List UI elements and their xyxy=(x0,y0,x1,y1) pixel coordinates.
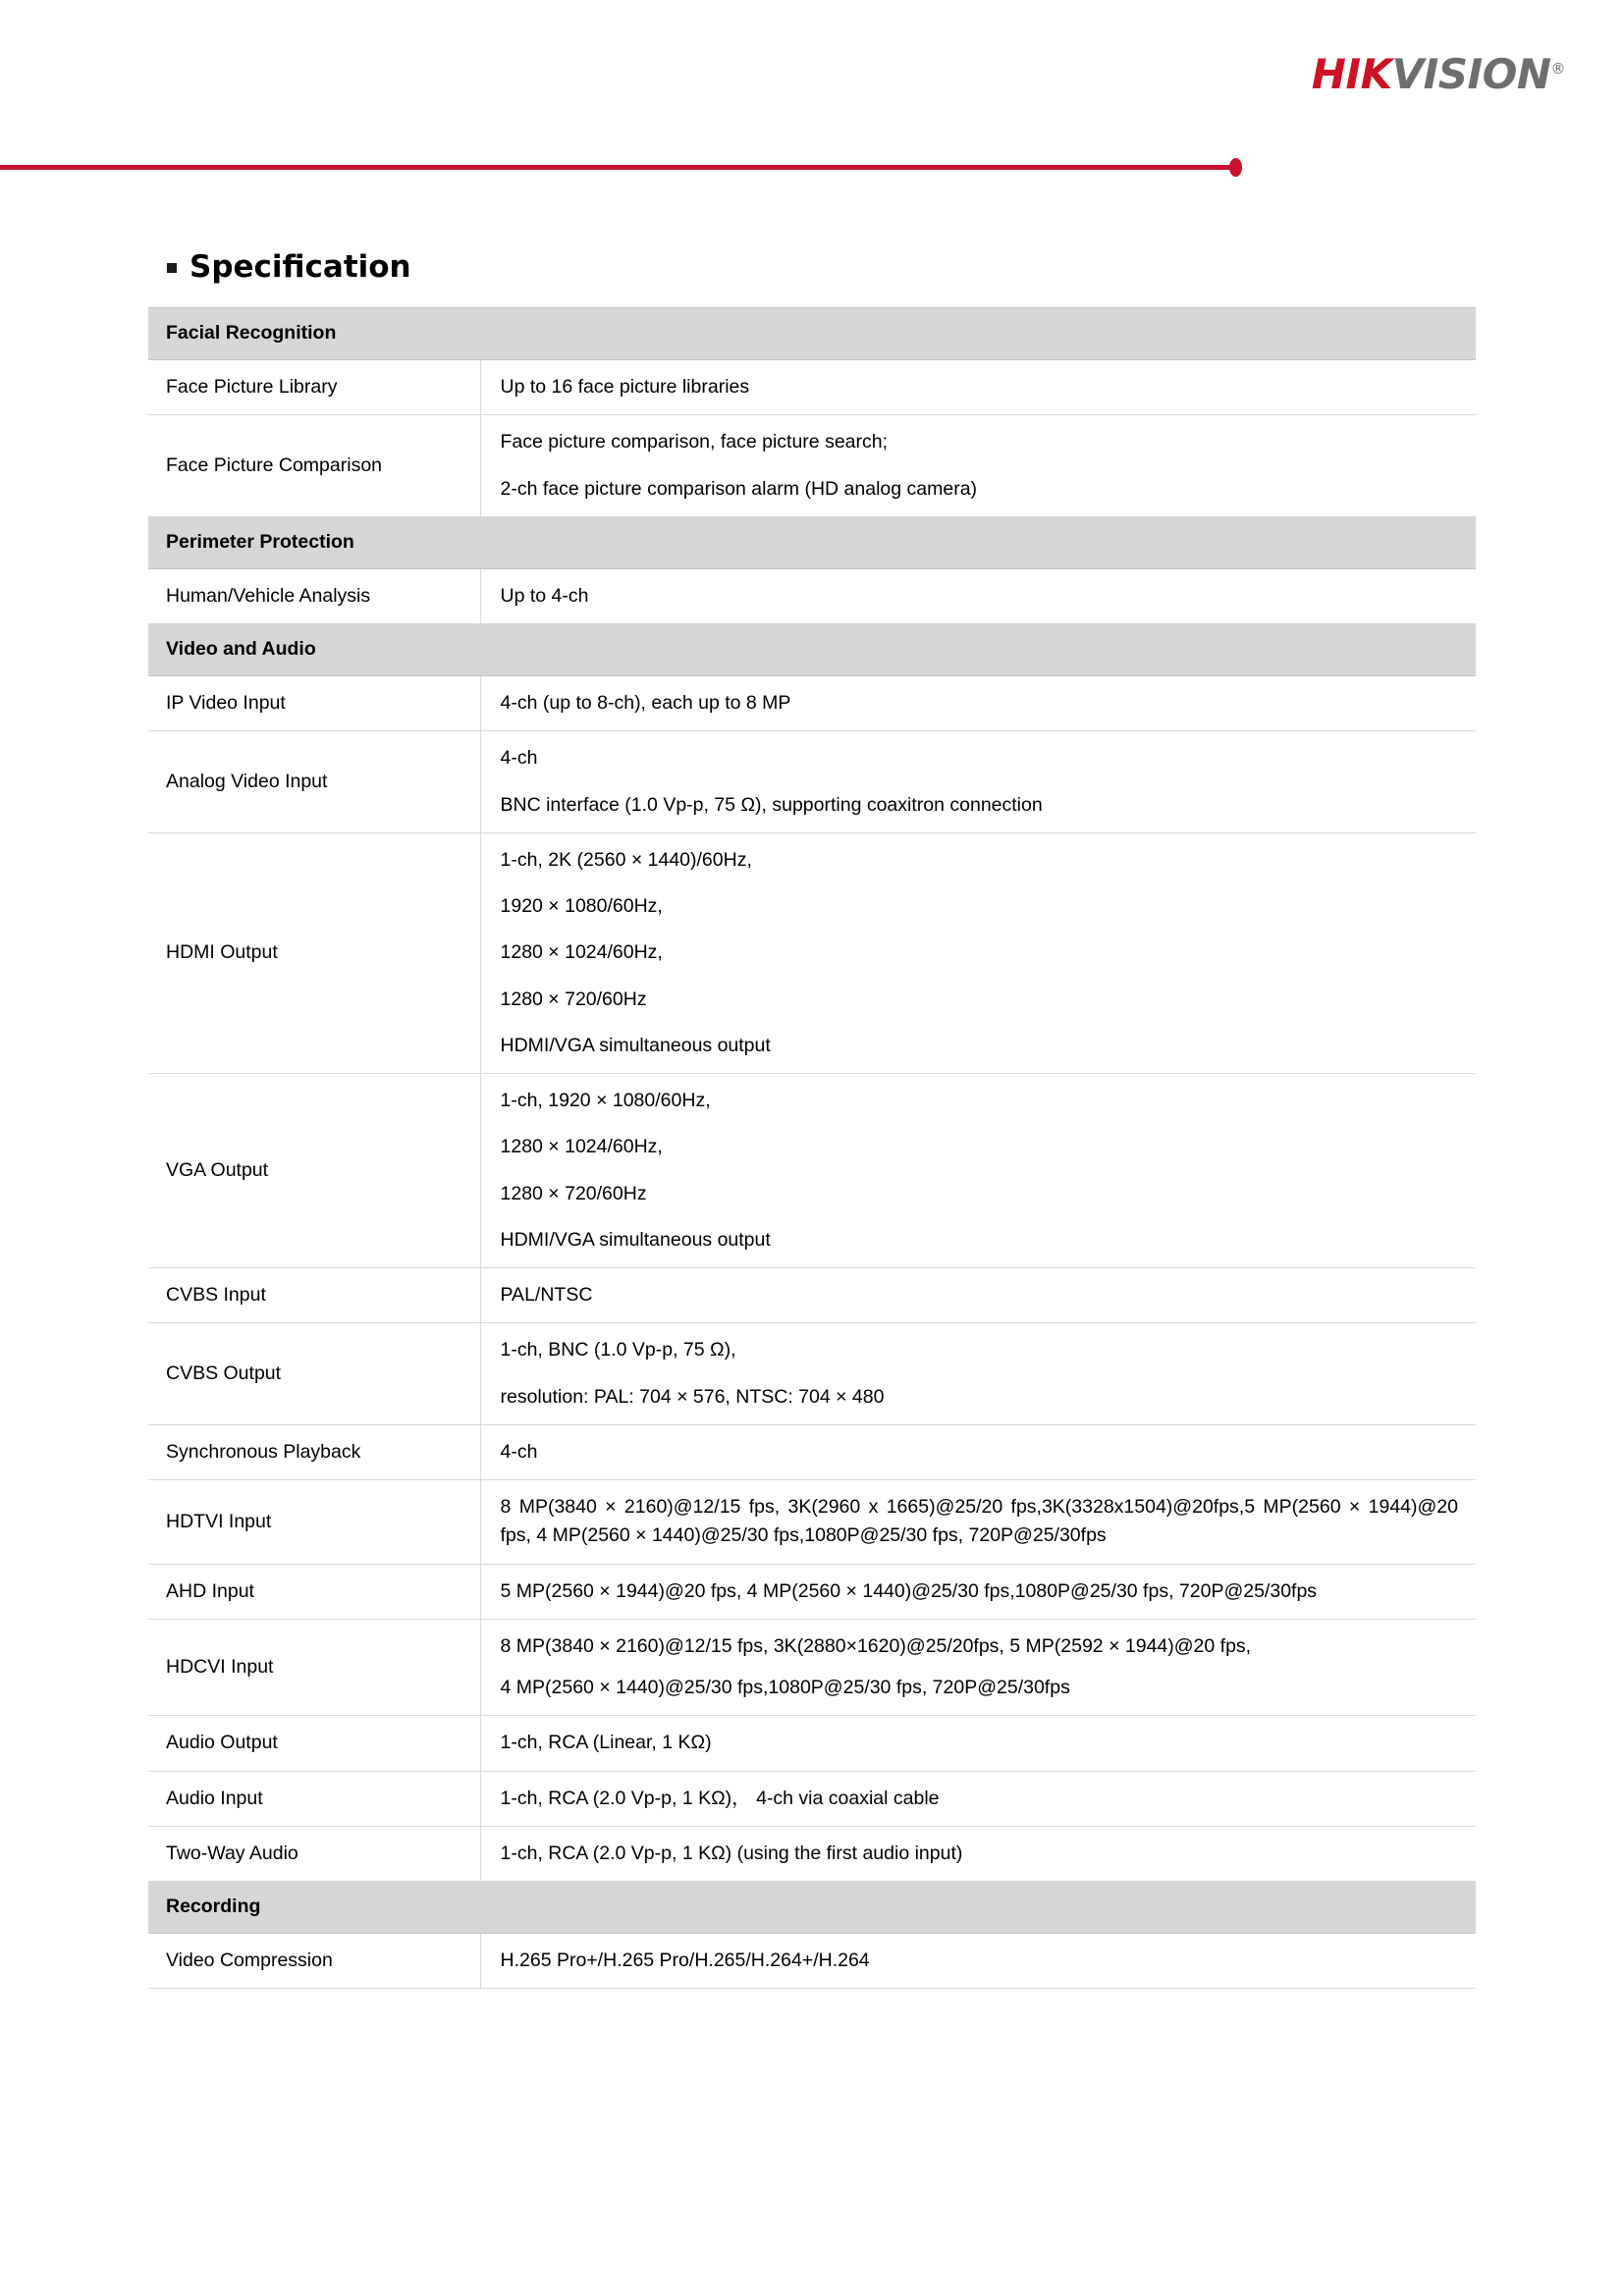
table-group-label: Video and Audio xyxy=(148,624,480,676)
table-row-value xyxy=(480,676,1476,731)
page-title-text: Specification xyxy=(189,249,411,285)
table-row-key: Audio Input xyxy=(148,1771,480,1826)
table-row-value xyxy=(480,1564,1476,1619)
table-value-line: 1-ch, BNC (1.0 Vp-p, 75 Ω), xyxy=(500,1339,736,1362)
table-value-line: PAL/NTSC xyxy=(500,1284,593,1306)
table-value-line: 8 MP(3840 × 2160)@12/15 fps, 3K(2880×1620)@25/20fps, 5 MP(2592 × 1944)@20 fps, xyxy=(500,1634,1252,1657)
table-value-line: HDMI/VGA simultaneous output xyxy=(500,1034,771,1056)
table-row xyxy=(148,1480,1476,1565)
table-row-value xyxy=(480,360,1476,415)
table-group-label: Facial Recognition xyxy=(148,308,480,360)
table-value-line: 4-ch (up to 8-ch), each up to 8 MP xyxy=(500,692,791,714)
table-row xyxy=(148,676,1476,731)
table-row xyxy=(148,1268,1476,1323)
table-value-line: Up to 4-ch xyxy=(500,584,589,607)
specification-table xyxy=(148,307,1476,1989)
table-row-key: Audio Output xyxy=(148,1716,480,1771)
table-value-line: 4 MP(2560 × 1440)@25/30 fps,1080P@25/30 fps, 720P@25/30fps xyxy=(500,1677,1070,1698)
table-row xyxy=(148,1424,1476,1479)
table-row xyxy=(148,1619,1476,1716)
table-group-row xyxy=(148,308,1476,360)
table-row-value xyxy=(480,1716,1476,1771)
table-value-line: 1-ch, 1920 × 1080/60Hz, xyxy=(500,1090,711,1111)
table-row-value xyxy=(480,1771,1476,1826)
table-row-value xyxy=(480,1619,1476,1716)
table-value-line: 1280 × 720/60Hz xyxy=(500,1182,647,1204)
table-row xyxy=(148,1323,1476,1425)
page-title xyxy=(167,249,1624,285)
table-row-key: HDTVI Input xyxy=(148,1480,480,1565)
table-group-spacer xyxy=(480,308,1476,360)
table-value-line: 5 MP(2560 × 1944)@20 fps, 4 MP(2560 × 1440)@25/30 fps,1080P@25/30 fps, 720P@25/30fps xyxy=(500,1579,1318,1602)
table-row xyxy=(148,415,1476,517)
header-accent-dot-icon xyxy=(1229,158,1242,177)
table-row xyxy=(148,731,1476,833)
table-row-key: Video Compression xyxy=(148,1934,480,1989)
table-row-value xyxy=(480,1424,1476,1479)
table-value-line: Face picture comparison, face picture search; xyxy=(500,431,889,454)
specification-table-body xyxy=(148,308,1476,1989)
table-value-line: Up to 16 face picture libraries xyxy=(500,376,750,398)
table-value-line: 4-ch xyxy=(500,747,538,770)
table-row-value xyxy=(480,1934,1476,1989)
table-row-key: Two-Way Audio xyxy=(148,1826,480,1881)
page-header xyxy=(0,0,1624,172)
table-group-label: Recording xyxy=(148,1882,480,1934)
table-value-line: resolution: PAL: 704 × 576, NTSC: 704 × 480 xyxy=(500,1385,885,1408)
table-row xyxy=(148,1074,1476,1268)
table-value-line: H.265 Pro+/H.265 Pro/H.265/H.264+/H.264 xyxy=(500,1949,870,1971)
table-value-line: 1-ch, 2K (2560 × 1440)/60Hz, xyxy=(500,848,752,871)
table-row-value xyxy=(480,1074,1476,1268)
hikvision-logo xyxy=(1311,50,1565,98)
table-row-value xyxy=(480,1480,1476,1565)
table-row-key: Human/Vehicle Analysis xyxy=(148,568,480,623)
table-row-value xyxy=(480,1268,1476,1323)
square-bullet-icon xyxy=(167,263,177,273)
table-value-line: 1-ch, RCA (2.0 Vp-p, 1 KΩ) (using the first audio input) xyxy=(500,1842,963,1864)
table-row-key: VGA Output xyxy=(148,1074,480,1268)
logo-vision-text: VISION xyxy=(1391,50,1551,98)
table-row-key: CVBS Input xyxy=(148,1268,480,1323)
table-value-line: 1280 × 1024/60Hz, xyxy=(500,941,663,964)
table-group-label: Perimeter Protection xyxy=(148,516,480,568)
table-row-key: IP Video Input xyxy=(148,676,480,731)
table-row-key: Face Picture Comparison xyxy=(148,415,480,517)
table-value-line: 1280 × 1024/60Hz, xyxy=(500,1136,663,1158)
table-group-spacer xyxy=(480,516,1476,568)
table-row xyxy=(148,832,1476,1073)
table-group-row xyxy=(148,516,1476,568)
table-row xyxy=(148,1716,1476,1771)
table-row-key: AHD Input xyxy=(148,1564,480,1619)
table-row xyxy=(148,1771,1476,1826)
header-divider-rule xyxy=(0,165,1235,170)
table-row-value xyxy=(480,1323,1476,1425)
table-row-value xyxy=(480,415,1476,517)
table-row xyxy=(148,1564,1476,1619)
table-value-line: 1-ch, RCA (2.0 Vp-p, 1 KΩ)， 4-ch via coaxial cable xyxy=(500,1787,940,1809)
table-row-key: Synchronous Playback xyxy=(148,1424,480,1479)
table-value-line: 8 MP(3840 × 2160)@12/15 fps, 3K(2960 x 1665)@25/20 fps,3K(3328x1504)@20fps,5 MP(2560 × 1944)@20 fps, 4 MP(2560 × 1440)@25/30 fps,1080P@25/30 fps, 720P@25/30fps xyxy=(500,1496,1458,1547)
table-row-value xyxy=(480,568,1476,623)
table-row xyxy=(148,1934,1476,1989)
table-row-value xyxy=(480,731,1476,833)
table-row-key: Analog Video Input xyxy=(148,731,480,833)
table-group-spacer xyxy=(480,624,1476,676)
table-group-spacer xyxy=(480,1882,1476,1934)
table-group-row xyxy=(148,624,1476,676)
table-row xyxy=(148,568,1476,623)
table-value-line: HDMI/VGA simultaneous output xyxy=(500,1228,771,1251)
table-row xyxy=(148,360,1476,415)
table-row-value xyxy=(480,832,1476,1073)
table-row-key: CVBS Output xyxy=(148,1323,480,1425)
table-row xyxy=(148,1826,1476,1881)
logo-hik-text: HIK xyxy=(1311,50,1392,98)
table-value-line: 2-ch face picture comparison alarm (HD analog camera) xyxy=(500,477,978,500)
table-group-row xyxy=(148,1882,1476,1934)
table-row-key: HDCVI Input xyxy=(148,1619,480,1716)
table-row-value xyxy=(480,1826,1476,1881)
table-value-line: 4-ch xyxy=(500,1440,538,1463)
table-value-line: 1920 × 1080/60Hz, xyxy=(500,895,663,917)
table-row-key: HDMI Output xyxy=(148,832,480,1073)
table-value-line: 1280 × 720/60Hz xyxy=(500,988,647,1010)
table-value-line: 1-ch, RCA (Linear, 1 KΩ) xyxy=(500,1732,712,1754)
table-row-key: Face Picture Library xyxy=(148,360,480,415)
registered-trademark-icon: ® xyxy=(1550,60,1565,78)
table-value-line: BNC interface (1.0 Vp-p, 75 Ω), supporting coaxitron connection xyxy=(500,793,1043,816)
